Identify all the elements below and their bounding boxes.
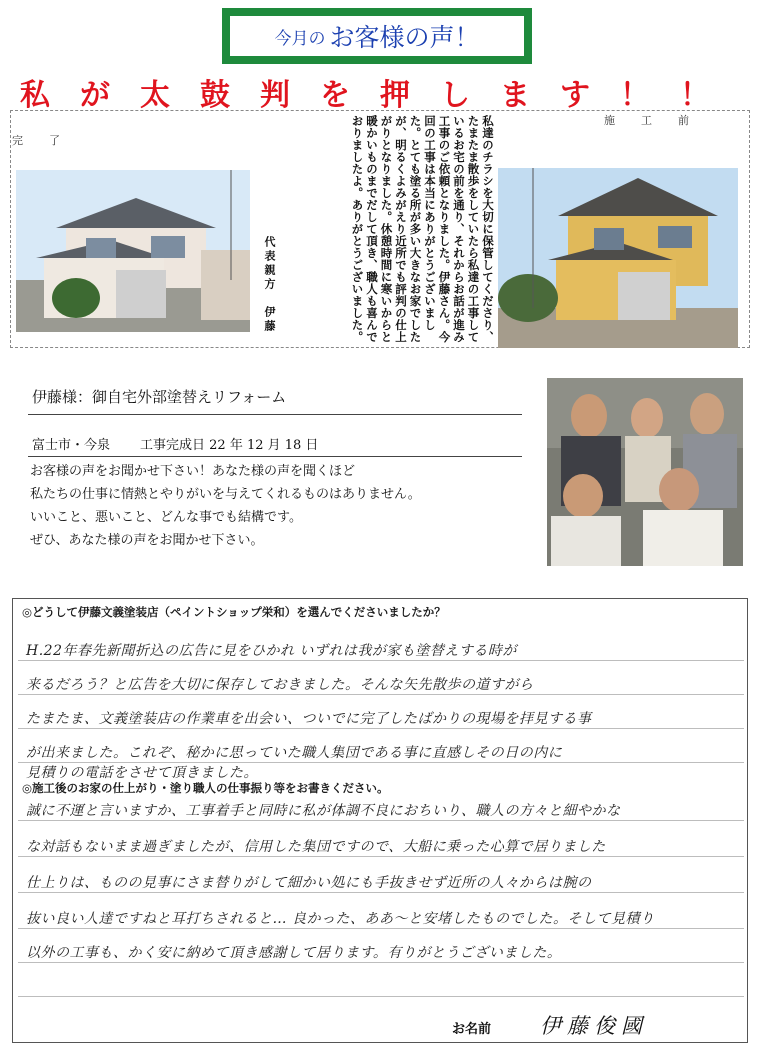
before-house-photo xyxy=(498,168,738,348)
owner-message: 私達のチラシを大切に保管してくださり、たまたま散歩をしていたら私達の工事しているお宅の前を通り、それからお話が進み工事のご依頼となりました。伊藤さん。今回の工事は本当にありがとうございました。とても塗る所が多い大きなお家でしたが、明るくよみがえり近所でも評判の仕上がりとなりました。休憩時間に寒いからと暖かいものまでだして頂き、職人も喜んでおりましたよ。ありがとうございました。 xyxy=(350,115,495,343)
customer-name-handwritten: 伊藤俊國 xyxy=(540,1014,648,1038)
request-line: いいこと、悪いこと、どんな事でも結構です。 xyxy=(30,510,302,525)
customer-location: 富士市・今泉 xyxy=(32,438,111,453)
ruled-line xyxy=(18,996,744,997)
after-label: 完了 xyxy=(12,134,86,147)
request-message xyxy=(30,460,530,552)
headline-text: 私が太鼓判を押します！！ xyxy=(20,78,740,113)
title-banner xyxy=(222,8,532,64)
ruled-line xyxy=(18,856,744,857)
answer-1-line: 見積りの電話をさせて頂きました。 xyxy=(26,765,258,781)
answer-2-line: 誠に不運と言いますか、工事着手と同時に私が体調不良におちいり、職人の方々と細やかな xyxy=(26,803,621,819)
answer-1-line: H.22年春先新聞折込の広告に見をひかれ いずれは我が家も塗替えする時が xyxy=(26,643,517,659)
request-line: ぜひ、あなた様の声をお聞かせ下さい。 xyxy=(30,533,264,548)
ruled-line xyxy=(18,820,744,821)
banner-small-text: 今月の xyxy=(274,28,326,49)
ruled-line xyxy=(18,962,744,963)
answer-1-line: たまたま、文義塗装店の作業車を出会い、ついでに完了したばかりの現場を拝見する事 xyxy=(26,711,592,727)
staff-customer-photo xyxy=(547,378,743,566)
answer-2-line: な対話もないまま過ぎましたが、信用した集団ですので、大船に乗った心算で居りました xyxy=(26,839,606,855)
ruled-line xyxy=(18,892,744,893)
completion-date: 工事完成日 22 年 12 月 18 日 xyxy=(140,438,319,453)
divider xyxy=(28,414,522,415)
ruled-line xyxy=(18,694,744,695)
headline xyxy=(0,72,760,112)
ruled-line xyxy=(18,928,744,929)
answer-2-line: 仕上りは、ものの見事にさま替りがして細かい処にも手抜きせず近所の人々からは腕の xyxy=(26,875,592,891)
before-label: 施工前 xyxy=(604,114,715,127)
name-label: お名前 xyxy=(452,1022,492,1037)
owner-signature: 代表親方 伊藤 xyxy=(263,236,276,334)
request-line: 私たちの仕事に情熱とやりがいを与えてくれるものはありません。 xyxy=(30,487,421,502)
banner-title: お客様の声！ xyxy=(329,23,480,52)
after-house-photo xyxy=(16,170,250,332)
answer-2-line: 以外の工事も、かく安に納めて頂き感謝して居ります。有りがとうございました。 xyxy=(26,945,562,961)
question-2: ◎施工後のお家の仕上がり・塗り職人の仕事振り等をお書きください。 xyxy=(22,781,389,795)
customer-location-line xyxy=(32,434,348,453)
customer-title: 伊藤様：御自宅外部塗替えリフォーム xyxy=(32,388,287,406)
divider xyxy=(28,456,522,457)
answer-2-line: 抜い良い人達ですねと耳打ちされると… 良かった、ああ～と安堵したものでした。そして見積り xyxy=(26,911,655,927)
ruled-line xyxy=(18,660,744,661)
answer-1-line: が出来ました。これぞ、秘かに思っていた職人集団である事に直感しその日の内に xyxy=(26,745,563,761)
question-1: ◎どうして伊藤文義塗装店（ペイントショップ栄和）を選んでくださいましたか？ xyxy=(22,605,446,619)
request-line: お客様の声をお聞かせ下さい！あなた様の声を聞くほど xyxy=(30,464,356,479)
ruled-line xyxy=(18,728,744,729)
answer-1-line: 来るだろう？と広告を大切に保存しておきました。そんな矢先散歩の道すがら xyxy=(26,677,534,693)
